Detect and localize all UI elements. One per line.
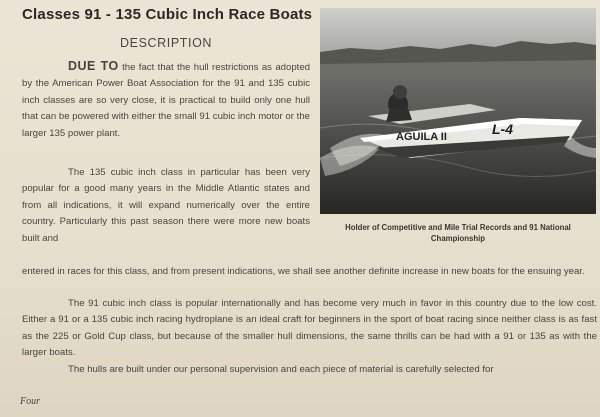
paragraph-135-class-continued: entered in races for this class, and from present indications, we shall see another definite increase in new boats for the ensuing year. <box>22 266 585 277</box>
boat-photo <box>320 8 596 214</box>
paragraph-intro-text: the fact that the hull restrictions as adopted by the American Power Boat Association for the 91 and 135 cubic inch classes are so very close, it is practical to build only one hull that can be powered with either the small 91 cubic inch motor or the larger 135 power plant. <box>22 62 311 139</box>
paragraph-135-class-text: The 135 cubic inch class in particular has been very popular for a good many years in the Middle Atlantic states and from all indications, it will expand numerically over the entire country. Particularly this past season there were more new boats built and <box>22 167 310 244</box>
boat-number-label: L-4 <box>492 121 513 137</box>
boat-photo-illustration <box>320 8 596 214</box>
page-title: Classes 91 - 135 Cubic Inch Race Boats <box>22 6 313 23</box>
section-heading: DESCRIPTION <box>120 36 213 50</box>
photo-caption: Holder of Competitive and Mile Trial Records and 91 National Championship <box>345 223 571 243</box>
page-number: Four <box>20 396 40 407</box>
paragraph-hulls <box>22 362 597 378</box>
paragraph-91-class <box>22 296 597 362</box>
paragraph-hulls-text: The hulls are built under our personal supervision and each piece of material is carefully selected for <box>68 364 494 375</box>
drop-cap-text: DUE TO <box>68 59 119 73</box>
paragraph-135-class <box>22 165 310 247</box>
paragraph-91-class-text: The 91 cubic inch class is popular internationally and has become very much in favor in this country due to the low cost. Either a 91 or a 135 cubic inch racing hydroplane is an ideal craft for beginners in the sport of boat racing since neither class is as fast as the 225 or Gold Cup class, but because of the smaller hull dimensions, the same thrills can be had with a 91 or 135 as with the larger boats. <box>22 298 597 359</box>
boat-name-label: AGUILA II <box>396 131 447 143</box>
paragraph-intro <box>22 58 310 142</box>
